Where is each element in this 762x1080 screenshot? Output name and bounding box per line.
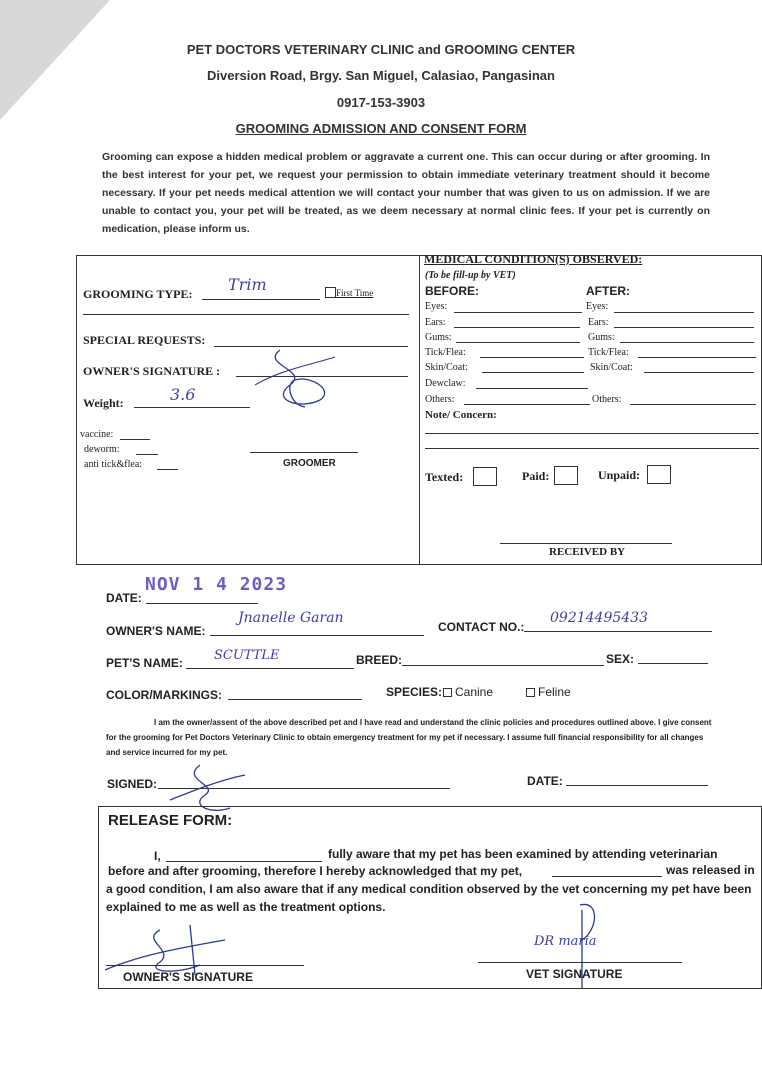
- after-eyes: Eyes:: [586, 301, 609, 312]
- contact-value: 09214495433: [550, 610, 648, 626]
- release-title: RELEASE FORM:: [108, 812, 233, 829]
- before-skin-coat-line[interactable]: [482, 372, 584, 373]
- special-requests-label: SPECIAL REQUESTS:: [83, 333, 206, 347]
- owner-signature-label: OWNER'S SIGNATURE :: [83, 364, 221, 378]
- texted-checkbox[interactable]: [473, 467, 497, 486]
- feline-checkbox[interactable]: [526, 688, 535, 697]
- vet-signature-label: VET SIGNATURE: [526, 967, 623, 981]
- unpaid-label: Unpaid:: [598, 468, 641, 482]
- form-title: GROOMING ADMISSION AND CONSENT FORM: [235, 121, 527, 136]
- before-eyes-line[interactable]: [454, 312, 582, 313]
- breed-label: BREED:: [356, 653, 403, 667]
- contact-line[interactable]: [524, 631, 712, 632]
- breed-line[interactable]: [402, 665, 604, 666]
- texted-label: Texted:: [425, 470, 464, 484]
- clinic-phone: 0917-153-3903: [336, 95, 426, 110]
- release-i-label: I,: [154, 849, 161, 863]
- medical-title: MEDICAL CONDITION(S) OBSERVED:: [424, 252, 643, 266]
- before-label: BEFORE:: [425, 284, 479, 298]
- owner-signature-scribble-icon: [250, 345, 340, 415]
- after-gums-line[interactable]: [620, 342, 754, 343]
- species-label: SPECIES:: [386, 685, 443, 699]
- release-owner-signature-label: OWNER'S SIGNATURE: [123, 970, 253, 984]
- release-text2: before and after grooming, therefore I hereby acknowledged that my pet,: [108, 864, 523, 878]
- signed-date-line[interactable]: [566, 785, 708, 786]
- after-ears: Ears:: [588, 317, 609, 328]
- canine-label: Canine: [455, 685, 494, 699]
- anti-tick-line[interactable]: [157, 469, 178, 470]
- before-tick-flea: Tick/Flea:: [425, 347, 466, 358]
- weight-value: 3.6: [170, 385, 196, 404]
- before-eyes: Eyes:: [425, 301, 448, 312]
- note-concern-label: Note/ Concern:: [425, 409, 497, 421]
- deworm-line[interactable]: [136, 454, 158, 455]
- grooming-type-label: GROOMING TYPE:: [83, 287, 193, 301]
- before-skin-coat: Skin/Coat:: [425, 362, 468, 373]
- grooming-type-extra-line: [83, 314, 409, 315]
- color-line[interactable]: [228, 699, 362, 700]
- before-ears: Ears:: [425, 317, 446, 328]
- vet-signature-line[interactable]: [478, 962, 682, 963]
- after-label: AFTER:: [586, 284, 630, 298]
- canine-checkbox[interactable]: [443, 688, 452, 697]
- release-text3: was released in: [666, 863, 755, 877]
- date-line[interactable]: [146, 603, 258, 604]
- first-time-checkbox[interactable]: [325, 287, 336, 298]
- signed-date-label: DATE:: [527, 774, 563, 788]
- vaccine-label: vaccine:: [80, 429, 114, 440]
- after-tick-flea: Tick/Flea:: [588, 347, 629, 358]
- unpaid-checkbox[interactable]: [647, 465, 671, 484]
- medical-subtitle: (To be fill-up by VET): [425, 270, 516, 281]
- after-others-line[interactable]: [630, 404, 756, 405]
- after-skin-coat-line[interactable]: [644, 372, 754, 373]
- groomer-line[interactable]: [250, 452, 358, 453]
- sex-label: SEX:: [606, 652, 635, 666]
- anti-tick-label: anti tick&flea:: [84, 459, 143, 470]
- received-by-label: RECEIVED BY: [549, 546, 626, 558]
- first-time-label: First Time: [336, 288, 374, 298]
- weight-label: Weight:: [83, 396, 124, 410]
- after-eyes-line[interactable]: [614, 312, 754, 313]
- before-ears-line[interactable]: [454, 327, 580, 328]
- release-owner-line[interactable]: [166, 861, 322, 862]
- after-others: Others:: [592, 394, 622, 405]
- release-owner-signature-line[interactable]: [106, 965, 304, 966]
- grooming-type-value: Trim: [228, 275, 267, 294]
- after-gums: Gums:: [588, 332, 615, 343]
- note-line-1[interactable]: [425, 433, 759, 434]
- pet-name-value: SCUTTLE: [214, 648, 280, 663]
- before-dewclaw: Dewclaw:: [425, 378, 466, 389]
- release-text4: a good condition, I am also aware that if any medical condition observed by the vet concerning my pet have been explained to me as well as the treatment options.: [106, 882, 752, 914]
- clinic-name: PET DOCTORS VETERINARY CLINIC and GROOMING CENTER: [186, 42, 576, 57]
- before-tick-flea-line[interactable]: [480, 357, 584, 358]
- contact-label: CONTACT NO.:: [438, 620, 525, 634]
- pet-name-label: PET'S NAME:: [106, 656, 183, 670]
- note-line-2[interactable]: [425, 448, 759, 449]
- release-text1: fully aware that my pet has been examined by attending veterinarian: [328, 847, 718, 861]
- sex-line[interactable]: [638, 663, 708, 664]
- release-pet-line[interactable]: [552, 876, 662, 877]
- date-stamp: NOV 1 4 2023: [145, 574, 288, 595]
- feline-label: Feline: [538, 685, 571, 699]
- signed-label: SIGNED:: [107, 777, 158, 791]
- owner-name-line[interactable]: [210, 635, 424, 636]
- groomer-label: GROOMER: [283, 458, 336, 469]
- box-divider: [419, 255, 420, 564]
- after-tick-flea-line[interactable]: [638, 357, 756, 358]
- clinic-address: Diversion Road, Brgy. San Miguel, Calasiao, Pangasinan: [207, 68, 555, 83]
- intro-paragraph: Grooming can expose a hidden medical problem or aggravate a current one. This can occur during or after grooming. In the best interest for your pet, we request your permission to obtain immediate veterinary treatment should it become necessary. If your pet needs medical attention we will contact your number that was given to us on admission. If we are unable to contact you, your pet will be treated, as we deem necessary at normal clinic fees. If your pet is currently on medication, please inform us.: [102, 151, 710, 235]
- before-gums-line[interactable]: [456, 342, 580, 343]
- before-gums: Gums:: [425, 332, 452, 343]
- vet-name-handwritten: DR maria: [534, 934, 597, 949]
- owner-name-value: Jnanelle Garan: [238, 610, 344, 626]
- grooming-type-line[interactable]: [202, 299, 320, 300]
- pet-name-line[interactable]: [186, 668, 354, 669]
- received-by-line[interactable]: [500, 543, 672, 544]
- after-skin-coat: Skin/Coat:: [590, 362, 633, 373]
- paid-checkbox[interactable]: [554, 466, 578, 485]
- before-others: Others:: [425, 394, 455, 405]
- weight-line[interactable]: [134, 407, 250, 408]
- after-ears-line[interactable]: [614, 327, 754, 328]
- owner-name-label: OWNER'S NAME:: [106, 624, 206, 638]
- consent-paragraph: I am the owner/assent of the above described pet and I have read and understand the clinic policies and procedures outlined above. I give consent for the grooming for Pet Doctors Veterinary Clinic to obtain emergency treatment for my pet if necessary. I assume full financial responsibility for all changes and service incurred for my pet.: [106, 718, 712, 757]
- deworm-label: deworm:: [84, 444, 120, 455]
- before-others-line[interactable]: [464, 404, 590, 405]
- color-label: COLOR/MARKINGS:: [106, 688, 222, 702]
- before-dewclaw-line[interactable]: [476, 388, 588, 389]
- paid-label: Paid:: [522, 469, 550, 483]
- date-label: DATE:: [106, 591, 142, 605]
- vaccine-line[interactable]: [120, 439, 150, 440]
